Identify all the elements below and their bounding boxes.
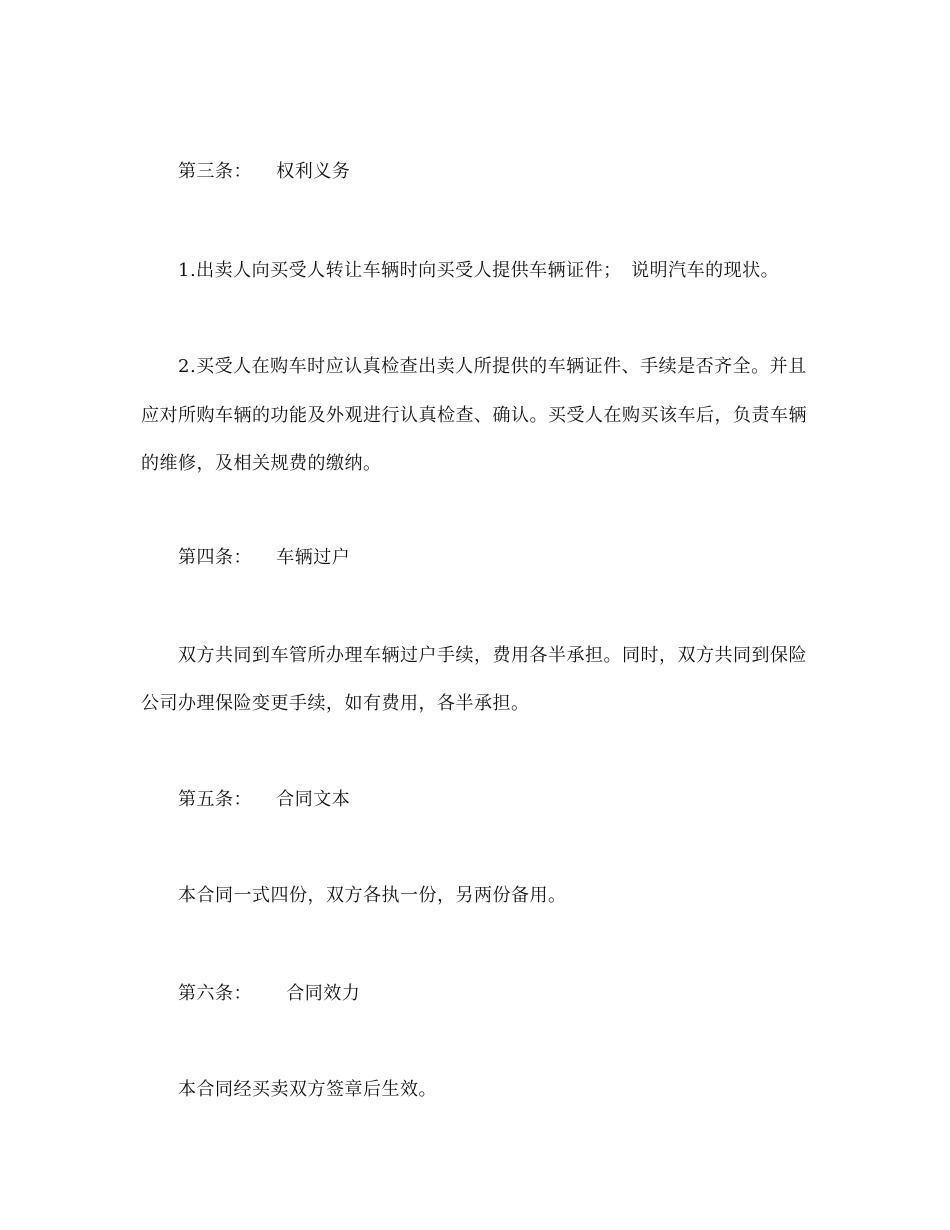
section-4-para-1-line-1: 双方共同到车管所办理车辆过户手续，费用各半承担。同时，双方共同到保险	[178, 645, 807, 666]
section-3-para-1-line-1: 1.出卖人向买受人转让车辆时向买受人提供车辆证件； 说明汽车的现状。	[178, 260, 780, 281]
section-4-title: 车辆过户	[276, 547, 351, 568]
section-4-heading	[178, 546, 350, 570]
section-5-heading	[178, 788, 350, 812]
section-6-number: 第六条：	[178, 983, 252, 1004]
section-3-para-2-line-2: 应对所购车辆的功能及外观进行认真检查、确认。买受人在购买该车后，负责车辆	[141, 405, 807, 426]
section-4-para-1-line-2: 公司办理保险变更手续，如有费用，各半承担。	[141, 693, 530, 714]
section-6-heading	[178, 982, 360, 1006]
section-3-para-2-line-3: 的维修，及相关规费的缴纳。	[141, 453, 382, 474]
section-4-number: 第四条：	[178, 547, 252, 568]
section-5-para-1-line-1: 本合同一式四份，双方各执一份，另两份备用。	[178, 885, 567, 906]
section-3-heading	[178, 160, 350, 184]
section-5-number: 第五条：	[178, 789, 252, 810]
section-3-title: 权利义务	[276, 161, 351, 182]
section-3-para-2-line-1: 2.买受人在购车时应认真检查出卖人所提供的车辆证件、手续是否齐全。并且	[178, 356, 807, 377]
section-5-title: 合同文本	[276, 789, 351, 810]
section-6-title: 合同效力	[286, 983, 361, 1004]
section-6-para-1-line-1: 本合同经买卖双方签章后生效。	[178, 1079, 437, 1100]
section-3-number: 第三条：	[178, 161, 252, 182]
